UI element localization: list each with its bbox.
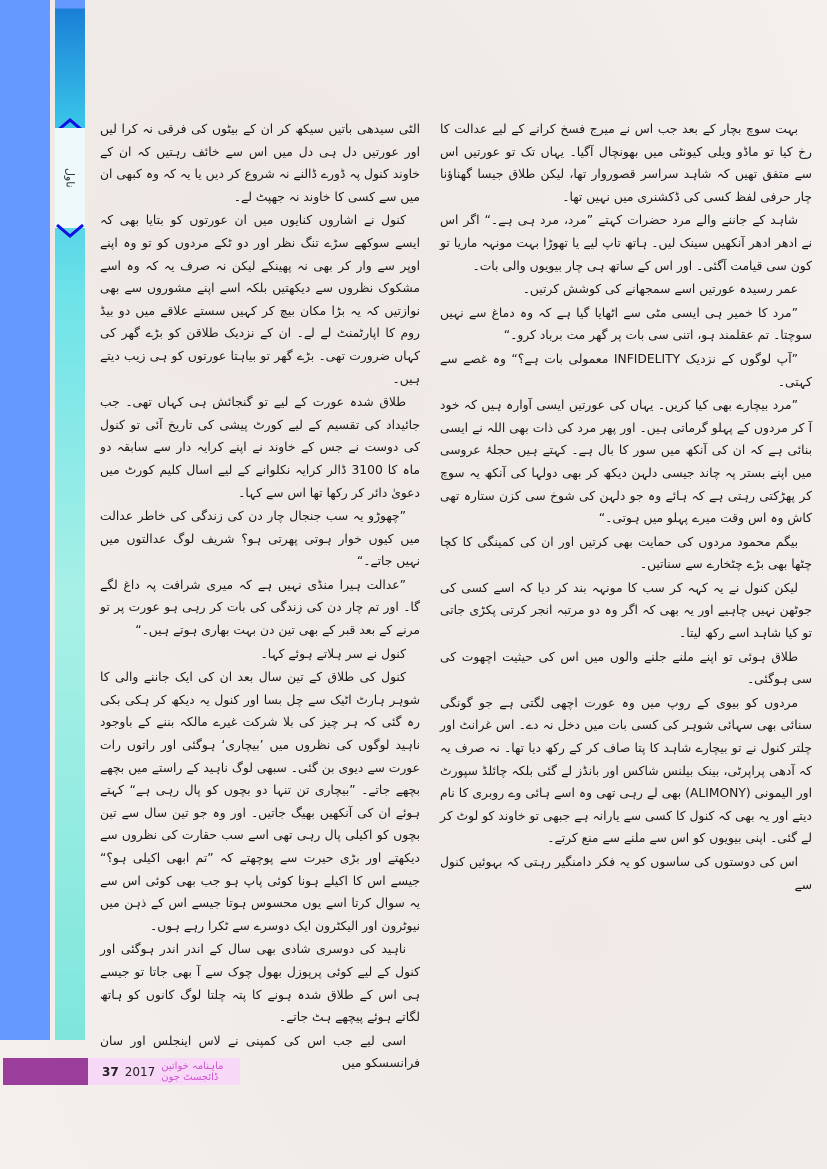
paragraph: شاہد کے جاننے والے مرد حضرات کہتے ”مرد، مرد ہی ہے۔“ اگر اس نے ادھر ادھر آنکھیں سینک لیں۔ ہاتھ تاپ لیے یا تھوڑا بہت مونہہ ماریا تو کون سی قیامت آگئی۔ اور اس کے ساتھ ہی چار بیویوں والی بات۔: [440, 213, 812, 273]
paragraph: ”مرد بیچارے بھی کیا کریں۔ یہاں کی عورتیں ایسی آوارہ ہیں کہ خود آ کر مردوں کے پہلو گرماتی ہیں۔ اور پھر مرد کی ذات بھی اللہ نے ایسی بنائی ہے کہ ان کی آنکھ میں سور کا بال ہے۔ کہتے ہیں حجلۂ عروسی میں اپنے بستر پہ چاند جیسی دلہن دیکھ کر بھی دولہا کی آنکھ یہ سوچ کر پھڑکتی رہتی ہے کہ ہائے وہ جو دلہن کی شوخ سی کزن ستارہ تھی کاش وہ اس وقت میرے پہلو میں ہوتی۔“: [440, 398, 812, 526]
paragraph: بیگم محمود مردوں کی حمایت بھی کرتیں اور ان کی کمینگی کا کچا چٹھا بھی بڑے چٹخارے سے سناتیں۔: [440, 534, 812, 572]
article-column-left: [100, 118, 420, 1076]
paragraph: ”عدالت ہیرا منڈی نہیں ہے کہ میری شرافت پہ داغ لگے گا۔ اور تم چار دن کی زندگی کی بات کر رہی ہو عورت پر تو مرنے کے بعد قبر کے بھی تین دن بہت بھاری ہوتے ہیں۔“: [100, 577, 420, 638]
paragraph: طلاق ہوئی تو اپنے ملنے جلنے والوں میں اس کی حیثیت اچھوت کی سی ہوگئی۔: [440, 649, 812, 687]
paragraph: کنول نے سر ہلاتے ہوئے کہا۔: [260, 646, 406, 661]
paragraph: ”چھوڑو یہ سب جنجال چار دن کی زندگی کی خاطر عدالت میں کیوں خوار ہوتی پھرتی ہو؟ شریف لوگ عدالتوں میں نہیں جاتے۔“: [100, 509, 420, 569]
paragraph: بہت سوچ بچار کے بعد جب اس نے میرج فسخ کرانے کے لیے عدالت کا رخ کیا تو ماڈو ویلی کیونٹی میں بھونچال آگیا۔ یہاں تک تو عورتیں اس سے متفق تھیں کہ شاہد سراسر قصوروار تھا، لیکن طلاق جیسا گھناؤنا چار حرفی لفظ کسی کی ڈکشنری میں نہیں تھا۔: [440, 122, 812, 204]
paragraph: مردوں کو بیوی کے روپ میں وہ عورت اچھی لگتی ہے جو گونگی سنائی بھی سہائی شوہر کی کسی بات میں دخل نہ دے۔ اس غرانٹ اور چلتر کنول نے تو بیچارے شاہد کا پتا صاف کر کے رکھ دیا تھا۔ نہ صرف یہ کہ آدھی پراپرٹی، بینک بیلنس شاکس اور بانڈز لے گئی بلکہ چائلڈ سپورٹ اور الیمونی (ALIMONY) بھی لے رہی تھی وہ اسے ہائی وے روبری کا نام دیتے اور یہ بھی کہ کنول کا کسی سے یارانہ ہے جبھی تو خاوند کو لوٹ کر لے گئی۔ اپنی بیویوں کو اس سے ملنے سے منع کرتے۔: [440, 695, 812, 846]
footer-bar: [88, 1058, 240, 1085]
article-column-right: [440, 118, 812, 897]
paragraph: طلاق شدہ عورت کے لیے تو گنجائش ہی کہاں تھی۔ جب جائیداد کی تقسیم کے لیے کورٹ پیشی کی تاریخ آئی تو کنول کی دوست نے جس کے خاوند نے اپنے کرایہ دار سے سابقہ دو ماہ کا 3100 ڈالر کرایہ نکلوانے کے لیے اسال کلیم کورٹ میں دعویٰ دائر کر رکھا تھا اس سے کہا۔: [100, 395, 420, 500]
paragraph: الٹی سیدھی باتیں سیکھ کر ان کے بیٹوں کی فرقی نہ کرا لیں اور عورتیں دل ہی دل میں اس سے خائف رہتیں کہ ان کے خاوند کنول پہ ڈورے ڈالنے نہ شروع کر دیں یا یہ کہ وہ کبھی ان میں سے کسی کا خاوند نہ جھپٹ لے۔: [100, 122, 420, 204]
paragraph: کنول نے اشاروں کنایوں میں ان عورتوں کو بتایا بھی کہ ایسے سوکھے سڑے تنگ نظر اور دو ٹکے مردوں کو تو وہ اپنے اوپر سے وار کر بھی نہ پھینکے لیکن نہ صرف یہ کہ وہ اسے مشکوک نظروں سے دیکھتیں بلکہ اسے اپنے مشوروں سے بھی نوازتیں کہ یہ بڑا مکان بیچ کر کہیں سستے علاقے میں دو بیڈ روم کا اپارٹمنٹ لے لے۔ ان کے نزدیک طلاقن کو بڑے گھر کی کہاں ضرورت تھی۔ بڑے گھر تو بیاہتا عورتوں کو ہی زیب دیتے ہیں۔: [100, 213, 420, 386]
issue-year: 2017: [124, 1064, 156, 1079]
paragraph: اسی لیے جب اس کی کمپنی نے لاس اینجلس اور سان فرانسسکو میں: [100, 1033, 420, 1071]
paragraph: کنول کی طلاق کے تین سال بعد ان کی ایک جاننے والی کا شوہر ہارٹ اٹیک سے چل بسا اور کنول یہ دیکھ کر ہکی بکی رہ گئی کہ ہر چیز کی بلا شرکت غیرے مالکہ بننے کے باوجود ناہید لوگوں کی نظروں میں ’بیچاری‘ ہوگئی اور راتوں رات عورت سے دیوی بن گئی۔ سبھی لوگ ناہید کے راستے میں بچھے بچھے جاتے۔ ”بیچاری تن تنہا دو بچوں کو پال رہی ہے“ کہتے ہوئے ان کی آنکھیں بھیگ جاتیں۔ اور وہ جو تین سال سے تین بچوں کو اکیلی پال رہی تھی اسے سب حقارت کی نظروں سے دیکھتے اور بڑی حیرت سے پوچھتے کہ ”تم ابھی اکیلی ہو؟“ جیسے اس کا اکیلے ہونا کوئی پاپ ہو جب بھی کوئی اس سے یہ سوال کرتا اسے یوں محسوس ہوتا جیسے اس کے ذہن میں نیوٹرون اور الیکٹرون ایک دوسرے سے ٹکرا رہے ہوں۔: [100, 670, 420, 933]
page-number: 37: [102, 1064, 119, 1079]
paragraph: ”مرد کا خمیر ہی ایسی مٹی سے اٹھایا گیا ہے کہ وہ دماغ سے نہیں سوچتا۔ تم عقلمند ہو، اتنی سی بات پر گھر مت برباد کرو۔“: [440, 305, 812, 343]
paragraph: اس کی دوستوں کی ساسوں کو یہ فکر دامنگیر رہتی کہ بہوئیں کنول سے: [440, 855, 812, 892]
paragraph: لیکن کنول نے یہ کہہ کر سب کا مونہہ بند کر دیا کہ اسے کسی کی جوٹھن نہیں چاہیے اور یہ بھی کہ اگر وہ دو مرتبہ انجر کرتی پکڑی جاتی تو کیا شاہد اسے رکھ لیتا۔: [440, 580, 812, 641]
chevron-down-icon: [55, 224, 85, 238]
paragraph: ”آپ لوگوں کے نزدیک INFIDELITY معمولی بات ہے؟“ وہ غصے سے کہتی۔: [440, 351, 812, 389]
paragraph: ناہید کی دوسری شادی بھی سال کے اندر اندر ہوگئی اور کنول کے لیے کوئی پرپوزل بھول چوک سے آ بھی جاتا تو جیسے ہی اس کے طلاق شدہ ہونے کا پتہ چلتا لوگ کانوں کو ہاتھ لگاتے ہوئے پیچھے ہٹ جاتے۔: [100, 942, 420, 1025]
paragraph: عمر رسیدہ عورتیں اسے سمجھانے کی کوشش کرتیں۔: [522, 282, 798, 297]
section-label-box: [55, 128, 85, 228]
section-label: ناول: [63, 168, 77, 188]
blue-margin-strip: [0, 0, 50, 1040]
magazine-name: ماہنامہ خواتین ڈائجسٹ جون: [161, 1060, 224, 1083]
footer-color-block: [3, 1058, 88, 1085]
